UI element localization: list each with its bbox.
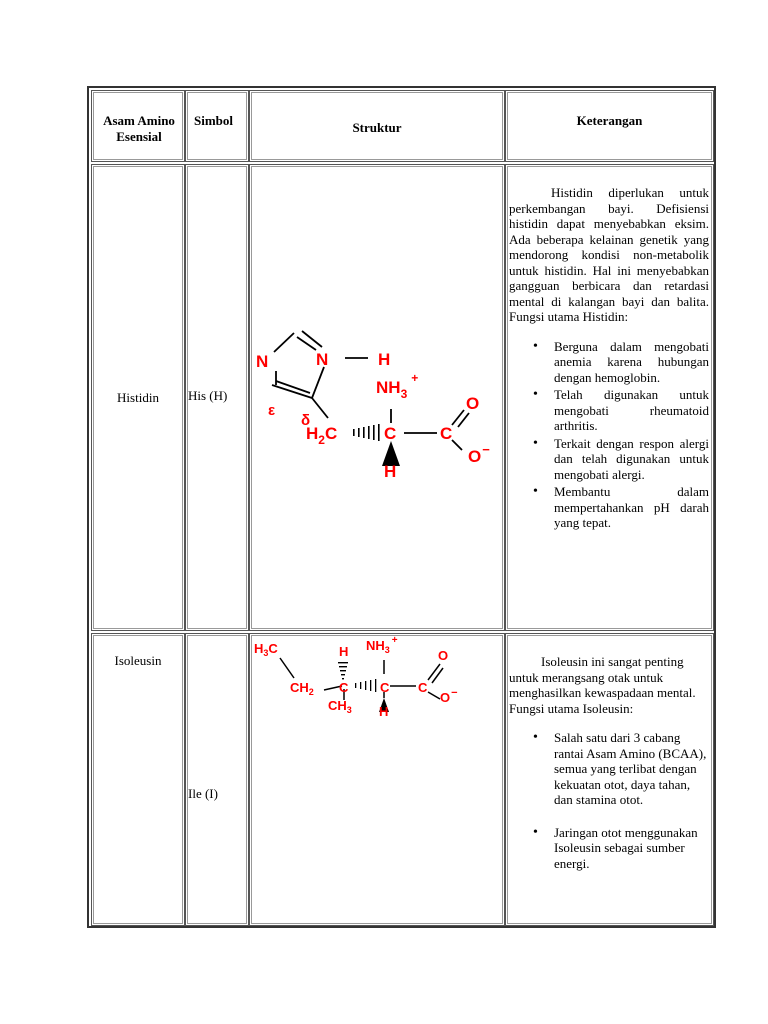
histidine-name: Histidin bbox=[117, 390, 159, 405]
isoleucine-c-carboxyl-label: C bbox=[418, 680, 428, 695]
histidine-n1-label: N bbox=[256, 352, 269, 371]
histidine-h-n-label: H bbox=[378, 350, 391, 369]
isoleucine-intro-text: Isoleusin ini sangat penting untuk merangsang otak untuk menghasilkan kewaspadaan mental. Fungsi utama Isoleusin: bbox=[509, 654, 696, 716]
isoleucine-nh3-label: $NH_3^+$ bbox=[366, 635, 398, 655]
histidine-delta-label: δ bbox=[301, 412, 311, 429]
list-item: • Terkait dengan respon alergi dan telah digunakan untuk mengobati alergi. bbox=[509, 436, 709, 483]
isoleucine-o2-label: O− bbox=[440, 687, 458, 705]
isoleucine-name: Isoleusin bbox=[114, 653, 162, 668]
isoleucine-h-alpha-label: H bbox=[379, 704, 389, 719]
list-item: • Salah satu dari 3 cabang rantai Asam Amino (BCAA), semua yang terlibat dengan kekuatan otot, daya tahan, dan stamina otot. bbox=[509, 730, 709, 808]
histidine-function-list bbox=[509, 339, 709, 531]
header-structure bbox=[249, 90, 505, 162]
histidine-name-cell bbox=[91, 164, 185, 631]
histidine-intro-text: Histidin diperlukan untuk perkembangan bayi. Defisiensi histidin dapat menyebabkan eksim. Ada beberapa kelainan genetik yang mendorong kondisi non-metabolik untuk histidin. Hal ini menyebabkan gangguan berbicara dan retardasi mental di kalangan bayi dan balita. Fungsi utama Histidin: bbox=[509, 185, 709, 324]
header-symbol bbox=[185, 90, 249, 162]
isoleucine-ch2-label: $CH_2$ bbox=[290, 680, 314, 697]
list-item: • Jaringan otot menggunakan Isoleusin sebagai sumber energi. bbox=[509, 825, 709, 872]
histidine-symbol: His (H) bbox=[188, 388, 228, 403]
isoleucine-structure-diagram bbox=[250, 634, 504, 925]
header-description-text: Keterangan bbox=[576, 113, 643, 128]
histidine-description-cell bbox=[505, 164, 714, 631]
isoleucine-c-alpha-label: C bbox=[380, 680, 390, 695]
header-symbol-text: Simbol bbox=[194, 113, 234, 128]
header-structure-text: Struktur bbox=[352, 120, 402, 135]
header-amino-acid-text: Asam Amino Esensial bbox=[103, 113, 175, 144]
histidine-h2c-label: $H_2C$ bbox=[306, 424, 338, 447]
isoleucine-structure-cell bbox=[249, 633, 505, 926]
list-item: • Berguna dalam mengobati anemia karena hubungan dengan hemoglobin. bbox=[509, 339, 709, 386]
isoleucine-description-cell bbox=[505, 633, 714, 926]
histidine-epsilon-label: ε bbox=[268, 402, 276, 419]
list-item: • Telah digunakan untuk mengobati rheumatoid arthritis. bbox=[509, 387, 709, 434]
histidine-structure-diagram bbox=[250, 165, 504, 630]
isoleucine-ch3-label: $CH_3$ bbox=[328, 698, 352, 715]
histidine-o1-label: O bbox=[466, 394, 480, 413]
histidine-c-carboxyl-label: C bbox=[440, 424, 453, 443]
histidine-c-alpha-label: C bbox=[384, 424, 397, 443]
amino-acid-table bbox=[87, 86, 716, 928]
isoleucine-function-list bbox=[509, 730, 709, 871]
histidine-n2-label: N bbox=[316, 350, 329, 369]
histidine-h-alpha-label: H bbox=[384, 462, 397, 481]
histidine-symbol-cell bbox=[185, 164, 249, 631]
isoleucine-h-top-label: H bbox=[339, 644, 349, 659]
histidine-structure-cell bbox=[249, 164, 505, 631]
histidine-nh3-label: $NH_3^+$ bbox=[376, 371, 419, 401]
header-amino-acid bbox=[91, 90, 185, 162]
isoleucine-symbol: Ile (I) bbox=[188, 786, 218, 801]
isoleucine-name-cell bbox=[91, 633, 185, 926]
isoleucine-o1-label: O bbox=[438, 648, 449, 663]
list-item: • Membantu dalam mempertahankan pH darah yang tepat. bbox=[509, 484, 709, 531]
isoleucine-symbol-cell bbox=[185, 633, 249, 926]
header-description bbox=[505, 90, 714, 162]
isoleucine-h3c-label: $H_3C$ bbox=[254, 641, 278, 658]
isoleucine-c-beta-label: C bbox=[339, 680, 349, 695]
histidine-o2-label: O− bbox=[468, 442, 490, 466]
